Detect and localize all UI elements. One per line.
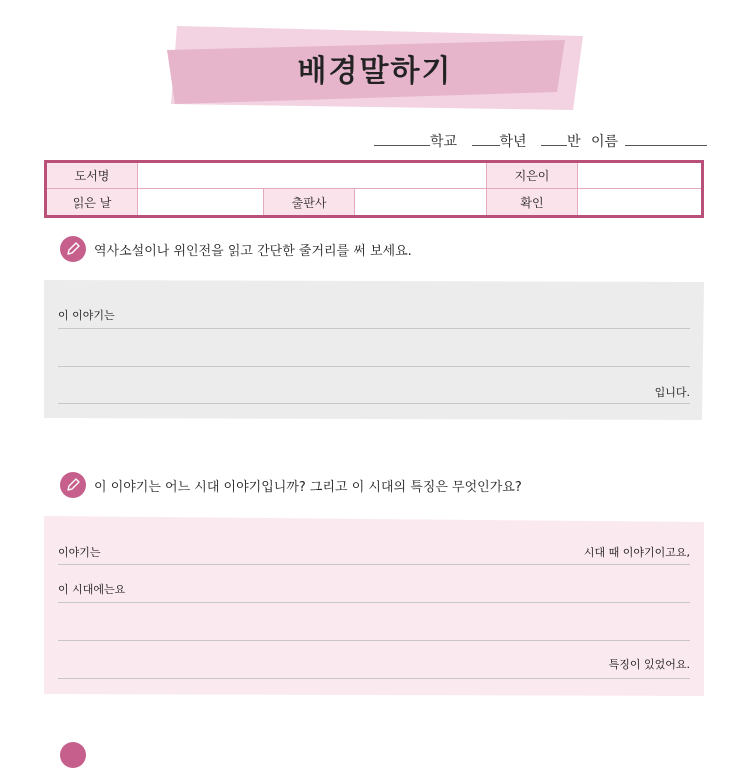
writing-line — [58, 403, 690, 404]
grade-blank[interactable] — [472, 133, 500, 146]
answer-panel-1[interactable] — [44, 280, 704, 420]
school-blank[interactable] — [374, 133, 430, 146]
page-title: 배경말하기 — [297, 54, 453, 89]
answer-1-start: 이 이야기는 — [58, 309, 115, 322]
confirm-field[interactable] — [578, 189, 701, 215]
name-blank[interactable] — [625, 133, 707, 146]
answer-panel-2[interactable] — [44, 516, 704, 696]
answer-1-end: 입니다. — [654, 386, 690, 399]
answer-2-end: 특징이 있었어요. — [608, 658, 690, 671]
class-label: 반 — [567, 134, 581, 150]
writing-line — [58, 640, 690, 641]
writing-line — [58, 328, 690, 329]
title-banner — [165, 26, 585, 110]
answer-2-story: 이야기는 — [58, 546, 101, 559]
confirm-label: 확인 — [487, 189, 578, 215]
book-title-field[interactable] — [138, 163, 487, 189]
writing-line — [58, 366, 690, 367]
student-info-line — [374, 131, 707, 151]
author-field[interactable] — [578, 163, 701, 189]
writing-line — [58, 564, 690, 565]
name-label: 이름 — [591, 134, 619, 150]
pencil-icon — [60, 236, 86, 262]
book-title-label: 도서명 — [47, 163, 138, 189]
question-2-text: 이 이야기는 어느 시대 이야기입니까? 그리고 이 시대의 특징은 무엇인가요? — [94, 479, 522, 495]
question-2 — [60, 472, 522, 498]
writing-line — [58, 602, 690, 603]
pencil-icon — [60, 742, 86, 768]
answer-panel-2-bg — [44, 516, 704, 696]
author-label: 지은이 — [487, 163, 578, 189]
answer-2-this-era: 이 시대에는요 — [58, 583, 126, 596]
read-date-field[interactable] — [138, 189, 264, 215]
school-label: 학교 — [430, 134, 458, 150]
answer-2-era: 시대 때 이야기이고요, — [583, 546, 690, 559]
answer-panel-1-bg — [44, 280, 704, 420]
pencil-icon — [60, 472, 86, 498]
publisher-label: 출판사 — [264, 189, 355, 215]
question-1 — [60, 236, 412, 262]
book-info-table — [44, 160, 704, 218]
question-1-text: 역사소설이나 위인전을 읽고 간단한 줄거리를 써 보세요. — [94, 243, 412, 259]
publisher-field[interactable] — [355, 189, 487, 215]
class-blank[interactable] — [541, 133, 567, 146]
writing-line — [58, 678, 690, 679]
grade-label: 학년 — [499, 134, 527, 150]
read-date-label: 읽은 날 — [47, 189, 138, 215]
